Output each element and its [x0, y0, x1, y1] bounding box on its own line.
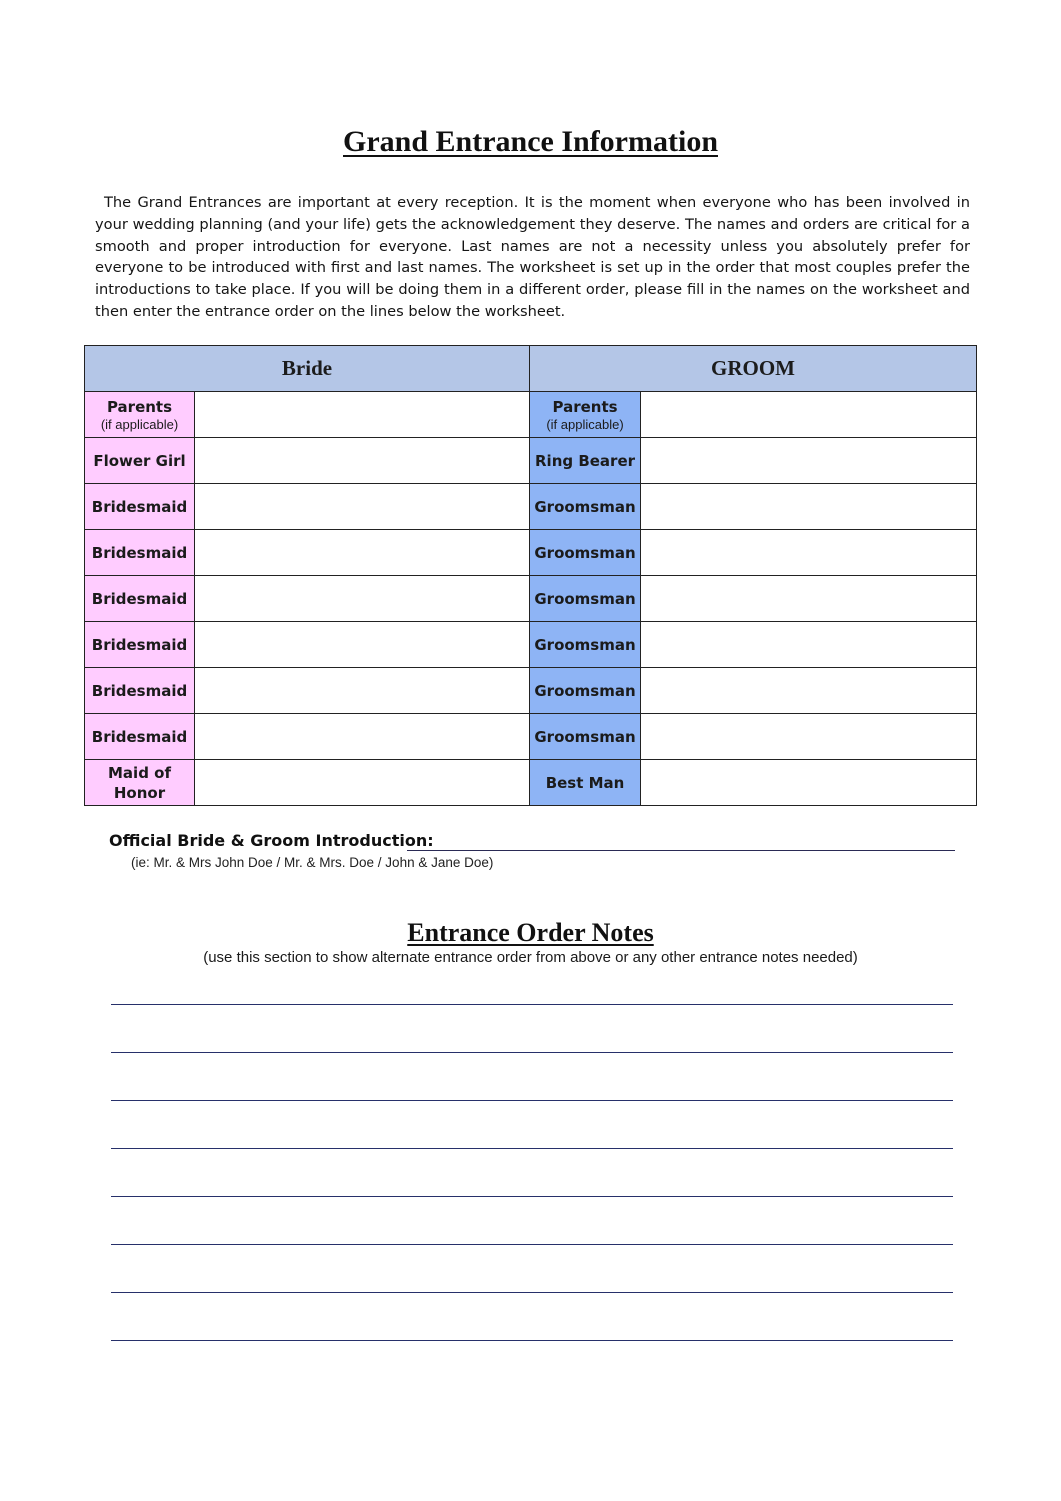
bride-role-label: Bridesmaid [85, 484, 195, 530]
bride-name-field[interactable] [195, 622, 530, 668]
groom-name-field[interactable] [641, 576, 977, 622]
bride-name-field[interactable] [195, 668, 530, 714]
note-line[interactable] [111, 1052, 953, 1053]
bride-role-label: Bridesmaid [85, 530, 195, 576]
bride-name-field[interactable] [195, 760, 530, 806]
groom-column-header: GROOM [530, 346, 977, 392]
official-introduction-label: Official Bride & Groom Introduction: [109, 831, 434, 850]
official-introduction-field[interactable] [407, 850, 955, 851]
table-row [85, 622, 977, 668]
bride-name-field[interactable] [195, 484, 530, 530]
notes-title: Entrance Order Notes [407, 918, 654, 947]
intro-paragraph: The Grand Entrances are important at every reception. It is the moment when everyone who has been involved in your wedding planning (and your life) gets the acknowledgement they deserve. The names and orders are critical for a smooth and proper introduction for everyone. Last names are not a necessity unless you absolutely prefer for everyone to be introduced with first and last names. The worksheet is set up in the order that most couples prefer the introductions to take place. If you will be doing them in a different order, please fill in the names on the worksheet and then enter the entrance order on the lines below the worksheet. [95, 194, 970, 320]
table-row [85, 576, 977, 622]
groom-name-field[interactable] [641, 714, 977, 760]
groom-name-field[interactable] [641, 392, 977, 438]
note-line[interactable] [111, 1148, 953, 1149]
groom-name-field[interactable] [641, 530, 977, 576]
groom-name-field[interactable] [641, 484, 977, 530]
bride-name-field[interactable] [195, 392, 530, 438]
groom-role-label: Parents (if applicable) [530, 392, 641, 438]
note-line[interactable] [111, 1244, 953, 1245]
table-row [85, 484, 977, 530]
bride-role-label: Parents (if applicable) [85, 392, 195, 438]
bride-role-label: Bridesmaid [85, 668, 195, 714]
notes-subtitle: (use this section to show alternate entrance order from above or any other entrance notes needed) [203, 949, 858, 966]
bride-role-label: Bridesmaid [85, 576, 195, 622]
bride-role-label: Flower Girl [85, 438, 195, 484]
bride-name-field[interactable] [195, 438, 530, 484]
note-line[interactable] [111, 1340, 953, 1341]
table-row [85, 714, 977, 760]
table-row [85, 530, 977, 576]
groom-role-label: Groomsman [530, 668, 641, 714]
note-line[interactable] [111, 1100, 953, 1101]
note-line[interactable] [111, 1292, 953, 1293]
table-row [85, 760, 977, 806]
groom-name-field[interactable] [641, 668, 977, 714]
bride-name-field[interactable] [195, 576, 530, 622]
groom-role-label: Groomsman [530, 484, 641, 530]
official-introduction-example: (ie: Mr. & Mrs John Doe / Mr. & Mrs. Doe / John & Jane Doe) [131, 855, 494, 870]
groom-role-label: Groomsman [530, 714, 641, 760]
wedding-party-table [84, 345, 977, 806]
table-row [85, 668, 977, 714]
official-introduction [109, 830, 959, 852]
bride-column-header: Bride [85, 346, 530, 392]
groom-role-label: Groomsman [530, 530, 641, 576]
bride-name-field[interactable] [195, 714, 530, 760]
groom-name-field[interactable] [641, 622, 977, 668]
note-line[interactable] [111, 1196, 953, 1197]
bride-role-label: Bridesmaid [85, 714, 195, 760]
table-row [85, 438, 977, 484]
groom-role-label: Ring Bearer [530, 438, 641, 484]
note-line[interactable] [111, 1004, 953, 1005]
groom-role-label: Best Man [530, 760, 641, 806]
bride-role-label: Maid of Honor [85, 760, 195, 806]
table-row [85, 392, 977, 438]
groom-name-field[interactable] [641, 760, 977, 806]
page-title: Grand Entrance Information [343, 125, 718, 158]
bride-name-field[interactable] [195, 530, 530, 576]
groom-role-label: Groomsman [530, 622, 641, 668]
groom-role-label: Groomsman [530, 576, 641, 622]
groom-name-field[interactable] [641, 438, 977, 484]
bride-role-label: Bridesmaid [85, 622, 195, 668]
